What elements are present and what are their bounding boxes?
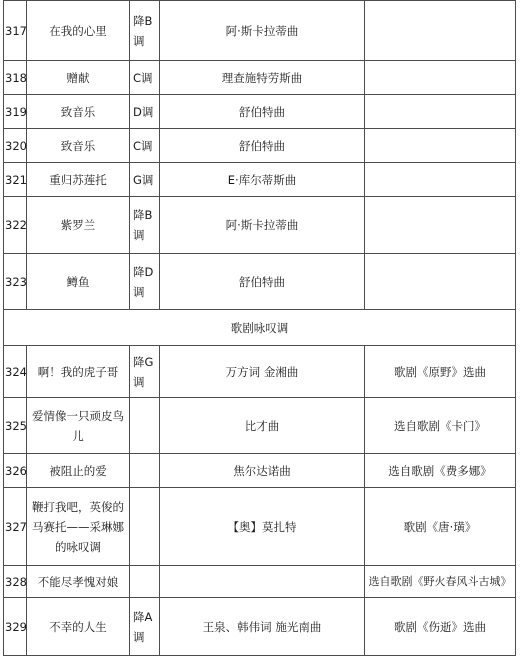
song-key: D调 — [130, 95, 160, 129]
song-note — [365, 197, 516, 254]
song-key — [130, 488, 160, 566]
row-number: 327 — [4, 488, 27, 566]
row-number: 325 — [4, 398, 27, 454]
song-composer: 理查施特劳斯曲 — [160, 61, 365, 95]
song-title: 鳟鱼 — [27, 254, 130, 310]
row-number: 320 — [4, 129, 27, 163]
song-note: 歌剧《唐·璜》 — [365, 488, 516, 566]
song-key: C调 — [130, 129, 160, 163]
table-row — [4, 598, 516, 656]
song-title: 不幸的人生 — [27, 598, 130, 656]
table-row — [4, 95, 516, 129]
song-key: C调 — [130, 61, 160, 95]
song-title: 赠献 — [27, 61, 130, 95]
table-row — [4, 566, 516, 598]
song-note: 选自歌剧《野火春风斗古城》 — [365, 566, 516, 598]
row-number: 328 — [4, 566, 27, 598]
song-key: 降A调 — [130, 598, 160, 656]
song-key: 降B调 — [130, 197, 160, 254]
song-key: 降D调 — [130, 254, 160, 310]
song-composer: 焦尔达诺曲 — [160, 454, 365, 488]
song-title: 啊！我的虎子哥 — [27, 346, 130, 398]
song-note — [365, 163, 516, 197]
song-note — [365, 129, 516, 163]
row-number: 326 — [4, 454, 27, 488]
song-title: 爱情像一只顽皮鸟儿 — [27, 398, 130, 454]
song-key: 降B调 — [130, 1, 160, 61]
song-note — [365, 254, 516, 310]
song-title: 在我的心里 — [27, 1, 130, 61]
section-row — [4, 310, 516, 346]
song-composer: 舒伯特曲 — [160, 95, 365, 129]
row-number: 329 — [4, 598, 27, 656]
repertoire-table — [3, 0, 516, 656]
row-number: 318 — [4, 61, 27, 95]
table-row — [4, 454, 516, 488]
row-number: 324 — [4, 346, 27, 398]
song-note: 歌剧《伤逝》选曲 — [365, 598, 516, 656]
song-title: 紫罗兰 — [27, 197, 130, 254]
song-composer — [160, 566, 365, 598]
table-row — [4, 129, 516, 163]
row-number: 319 — [4, 95, 27, 129]
song-note: 选自歌剧《费多娜》 — [365, 454, 516, 488]
song-composer: 舒伯特曲 — [160, 129, 365, 163]
song-key — [130, 454, 160, 488]
table-row — [4, 61, 516, 95]
row-number: 317 — [4, 1, 27, 61]
table-row — [4, 163, 516, 197]
row-number: 322 — [4, 197, 27, 254]
table-row — [4, 254, 516, 310]
song-composer: 【奥】莫扎特 — [160, 488, 365, 566]
song-composer: 阿·斯卡拉蒂曲 — [160, 197, 365, 254]
song-composer: E·库尔蒂斯曲 — [160, 163, 365, 197]
song-key — [130, 398, 160, 454]
song-note — [365, 1, 516, 61]
song-composer: 王泉、韩伟词 施光南曲 — [160, 598, 365, 656]
table-row — [4, 197, 516, 254]
song-note: 歌剧《原野》选曲 — [365, 346, 516, 398]
table-row — [4, 488, 516, 566]
row-number: 323 — [4, 254, 27, 310]
song-key: 降G调 — [130, 346, 160, 398]
row-number: 321 — [4, 163, 27, 197]
table-row — [4, 1, 516, 61]
table-row — [4, 398, 516, 454]
song-title: 被阻止的爱 — [27, 454, 130, 488]
song-title: 致音乐 — [27, 129, 130, 163]
song-composer: 万方词 金湘曲 — [160, 346, 365, 398]
song-title: 重归苏莲托 — [27, 163, 130, 197]
song-composer: 阿·斯卡拉蒂曲 — [160, 1, 365, 61]
song-note — [365, 95, 516, 129]
song-key: G调 — [130, 163, 160, 197]
song-title: 鞭打我吧，英俊的马赛托——采琳娜的咏叹调 — [27, 488, 130, 566]
song-composer: 比才曲 — [160, 398, 365, 454]
song-title: 致音乐 — [27, 95, 130, 129]
section-title: 歌剧咏叹调 — [4, 310, 516, 346]
table-row — [4, 346, 516, 398]
song-key — [130, 566, 160, 598]
song-note: 选自歌剧《卡门》 — [365, 398, 516, 454]
song-title: 不能尽孝愧对娘 — [27, 566, 130, 598]
song-composer: 舒伯特曲 — [160, 254, 365, 310]
song-note — [365, 61, 516, 95]
